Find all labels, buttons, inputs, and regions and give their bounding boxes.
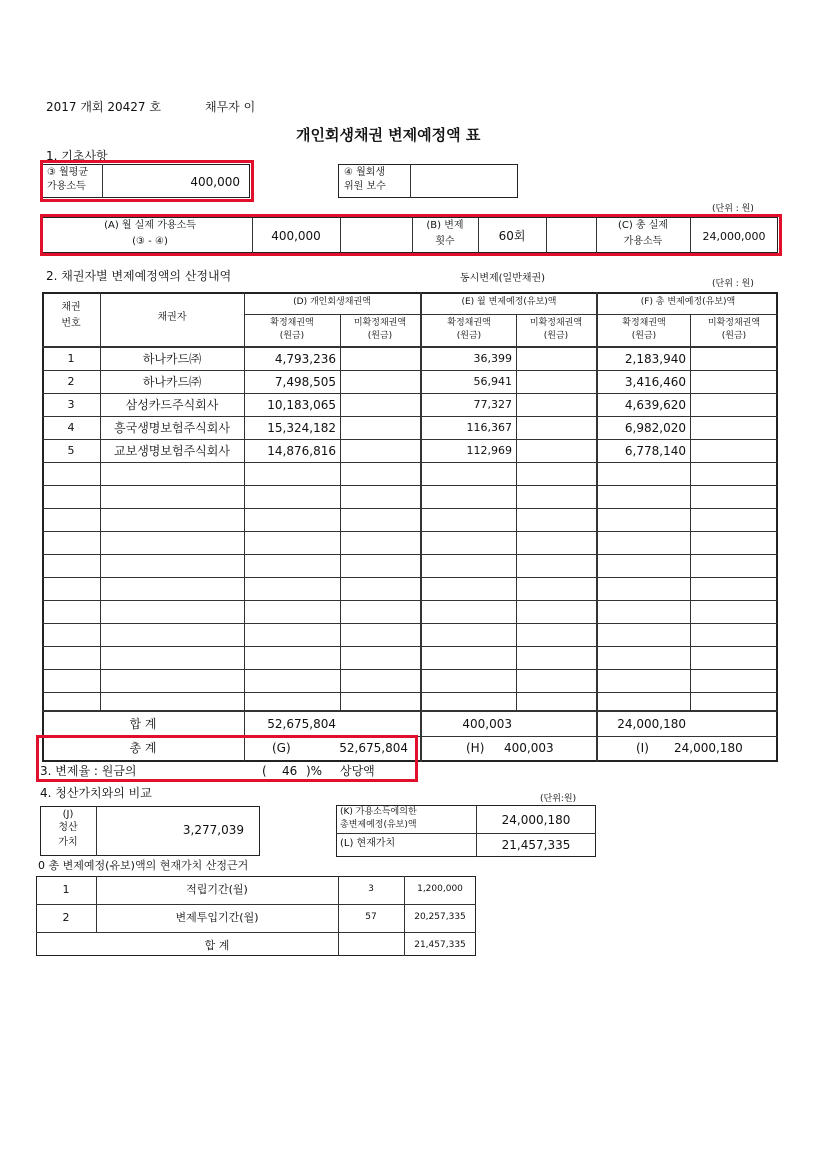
section2-heading: 2. 채권자별 변제예정액의 산정내역 [46, 269, 232, 283]
rate-suffix: 상당액 [340, 764, 375, 778]
B-value: 60회 [498, 229, 526, 243]
sum-E: 400,003 [462, 717, 512, 731]
pv-row-value: 1,200,000 [417, 884, 463, 894]
row-F: 2,183,940 [624, 352, 686, 366]
J-label-1: (J) [62, 809, 74, 820]
I-value: 24,000,180 [674, 741, 743, 755]
page-title: 개인회생채권 변제예정액 표 [296, 126, 481, 144]
D-confirmed-principal: (원금) [279, 331, 305, 341]
debtor-label: 채무자 이 [205, 100, 256, 114]
A-value: 400,000 [271, 229, 321, 243]
sum-D: 52,675,804 [267, 717, 336, 731]
J-value: 3,277,039 [182, 823, 244, 837]
G-value: 52,675,804 [339, 741, 408, 755]
E-unconfirmed-principal: (원금) [543, 331, 569, 341]
K-label-2: 총변제예정(유보)액 [340, 820, 417, 830]
row-D: 7,498,505 [274, 375, 336, 389]
L-label: (L) 현재가치 [340, 838, 396, 849]
E-confirmed-principal: (원금) [456, 331, 482, 341]
F-unconfirmed-principal: (원금) [721, 331, 747, 341]
section5-heading: 0 총 변제예정(유보)액의 현재가치 산정근거 [38, 859, 249, 872]
monthly-income-label-2: 가용소득 [47, 181, 86, 192]
highlight-monthly-income [40, 160, 254, 202]
row-creditor: 하나카드㈜ [142, 375, 202, 389]
row-D: 15,324,182 [267, 421, 336, 435]
D-unconfirmed-principal: (원금) [367, 331, 393, 341]
pv-row-no: 2 [62, 911, 70, 924]
row-no: 1 [67, 352, 75, 365]
row-creditor: 흥국생명보험주식회사 [114, 421, 230, 435]
row-F: 3,416,460 [624, 375, 686, 389]
pv-row-value: 20,257,335 [414, 912, 466, 922]
col-creditor-label: 채권자 [157, 312, 187, 323]
section2-unit: (단위 : 원) [712, 279, 754, 289]
row-E: 36,399 [473, 352, 512, 365]
monthly-income-label-1: ③ 월평균 [47, 167, 89, 178]
B-label-2: 횟수 [435, 236, 455, 247]
row-D: 4,793,236 [274, 352, 336, 366]
A-label-2: (③ - ④) [132, 236, 168, 247]
pv-row-label: 적립기간(월) [186, 883, 248, 896]
rate-value: 46 [282, 764, 298, 778]
sum-label: 합 계 [129, 717, 157, 731]
highlight-income-summary [40, 214, 782, 256]
rate-open: ( [262, 764, 267, 778]
K-label-1: (K) 가용소득에의한 [340, 807, 417, 817]
C-label-1: (C) 총 실제 [617, 220, 669, 231]
row-creditor: 삼성카드주식회사 [125, 398, 219, 412]
row-E: 116,367 [466, 421, 512, 434]
row-creditor: 교보생명보험주식회사 [114, 444, 230, 458]
col-F-label: (F) 총 변제예정(유보)액 [640, 297, 736, 307]
G-label: (G) [272, 741, 291, 755]
section1-unit: (단위 : 원) [712, 204, 754, 214]
pv-sum-value: 21,457,335 [414, 940, 466, 950]
K-value: 24,000,180 [501, 813, 571, 827]
F-confirmed-principal: (원금) [631, 331, 657, 341]
section1-heading: 1. 기초사항 [46, 149, 108, 163]
simultaneous-label: 동시변제(일반채권) [460, 273, 546, 284]
pv-row-label: 변제투입기간(월) [175, 911, 259, 924]
case-number: 2017 개회 20427 호 [46, 100, 161, 114]
row-F: 6,982,020 [624, 421, 686, 435]
E-confirmed-label: 확정채권액 [447, 318, 491, 328]
row-creditor: 하나카드㈜ [142, 352, 202, 366]
C-value: 24,000,000 [702, 230, 766, 243]
E-unconfirmed-label: 미확정채권액 [529, 318, 583, 328]
col-E-label: (E) 월 변제예정(유보)액 [461, 297, 557, 307]
highlight-total-and-rate [36, 735, 418, 782]
total-label: 총 계 [129, 741, 157, 755]
C-label-2: 가용소득 [623, 236, 663, 247]
row-D: 10,183,065 [267, 398, 336, 412]
row-no: 2 [67, 375, 75, 388]
row-E: 77,327 [473, 398, 512, 411]
pv-row-months: 3 [368, 884, 374, 894]
J-label-3: 가치 [58, 837, 78, 848]
trustee-fee-label-1: ④ 월회생 [344, 167, 386, 178]
row-no: 4 [67, 421, 75, 434]
B-label-1: (B) 변제 [426, 220, 464, 231]
rate-close: )% [306, 764, 323, 778]
monthly-income-value: 400,000 [190, 175, 240, 189]
D-unconfirmed-label: 미확정채권액 [353, 318, 407, 328]
D-confirmed-label: 확정채권액 [270, 318, 314, 328]
row-no: 3 [67, 398, 75, 411]
pv-row-no: 1 [62, 883, 70, 896]
I-label: (I) [636, 741, 649, 755]
row-E: 56,941 [473, 375, 512, 388]
H-label: (H) [466, 741, 485, 755]
pv-row-months: 57 [365, 912, 377, 922]
F-unconfirmed-label: 미확정채권액 [707, 318, 761, 328]
col-no-label-1: 채권 [61, 302, 81, 313]
row-D: 14,876,816 [267, 444, 336, 458]
F-confirmed-label: 확정채권액 [622, 318, 666, 328]
col-D-label: (D) 개인회생채권액 [293, 297, 371, 307]
row-F: 4,639,620 [624, 398, 686, 412]
L-value: 21,457,335 [501, 838, 571, 852]
J-label-2: 청산 [58, 822, 78, 833]
sum-F: 24,000,180 [617, 717, 686, 731]
trustee-fee-label-2: 위원 보수 [344, 181, 386, 192]
H-value: 400,003 [504, 741, 554, 755]
section3-heading: 3. 변제율 : 원금의 [40, 764, 137, 778]
section4-heading: 4. 청산가치와의 비교 [40, 786, 152, 800]
pv-sum-label: 합 계 [204, 939, 230, 952]
A-label-1: (A) 월 실제 가용소득 [104, 220, 196, 231]
col-no-label-2: 번호 [61, 318, 81, 329]
section4-unit: (단위:원) [540, 794, 577, 804]
row-E: 112,969 [466, 444, 512, 457]
row-no: 5 [67, 444, 75, 457]
row-F: 6,778,140 [624, 444, 686, 458]
